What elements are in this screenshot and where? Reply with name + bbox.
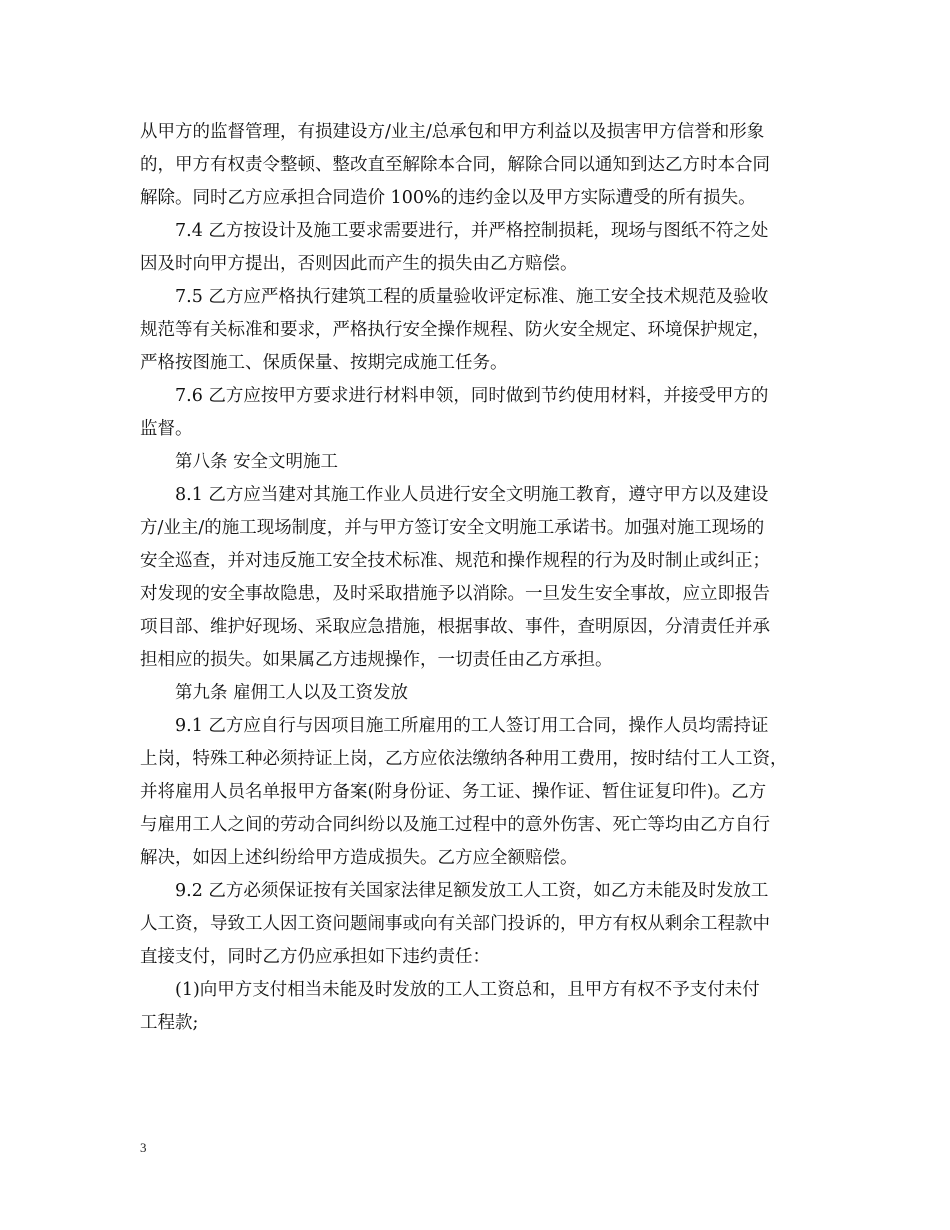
paragraph-9-2-1: (1)向甲方支付相当未能及时发放的工人工资总和，且甲方有权不予支付未付 工程款;	[140, 980, 760, 1033]
section-heading-9: 第九条 雇佣工人以及工资发放	[175, 683, 409, 703]
paragraph-9-2: 9.2 乙方必须保证按有关国家法律足额发放工人工资，如乙方未能及时发放工 人工资，导致工人因工资问题闹事或向有关部门投诉的，甲方有权从剩余工程款中 直接支付，同时乙方仍应承担如下违约责任：	[140, 881, 770, 967]
paragraph-8-1: 8.1 乙方应当建对其施工作业人员进行安全文明施工教育，遵守甲方以及建设 方/业主/的施工现场制度，并与甲方签订安全文明施工承诺书。加强对施工现场的 安全巡查，并对违反施工安全技术标准、规范和操作规程的行为及时制止或纠正； 对发现的安全事故隐患，及时采取措施予以消除。一旦发生安全事故，应立即报告 项目部、维护好现场、采取应急措施，根据事故、事件，查明原因，分清责任并承 担相应的损失。如果属乙方违规操作，一切责任由乙方承担。	[140, 485, 770, 670]
document-page	[140, 116, 812, 1040]
paragraph-9-1: 9.1 乙方应自行与因项目施工所雇用的工人签订用工合同，操作人员均需持证 上岗，特殊工种必须持证上岗，乙方应依法缴纳各种用工费用，按时结付工人工资， 并将雇用人员名单报甲方备案(附身份证、务工证、操作证、暂住证复印件)。乙方 与雇用工人之间的劳动合同纠纷以及施工过程中的意外伤害、死亡等均由乙方自行 解决，如因上述纠纷给甲方造成损失。乙方应全额赔偿。	[140, 716, 788, 868]
section-heading-8: 第八条 安全文明施工	[175, 452, 339, 472]
paragraph-7-5: 7.5 乙方应严格执行建筑工程的质量验收评定标准、施工安全技术规范及验收 规范等有关标准和要求，严格执行安全操作规程、防火安全规定、环境保护规定， 严格按图施工、保质保量、按期完成施工任务。	[140, 287, 770, 373]
paragraph-7-6: 7.6 乙方应按甲方要求进行材料申领，同时做到节约使用材料，并接受甲方的 监督。	[140, 386, 769, 439]
paragraph-7-4: 7.4 乙方按设计及施工要求需要进行，并严格控制损耗，现场与图纸不符之处 因及时向甲方提出，否则因此而产生的损失由乙方赔偿。	[140, 221, 769, 274]
page-number: 3	[140, 1140, 147, 1155]
paragraph-0: 从甲方的监督管理，有损建设方/业主/总承包和甲方利益以及损害甲方信誉和形象 的，甲方有权责令整顿、整改直至解除本合同，解除合同以通知到达乙方时本合同 解除。同时乙方应承担合同造价 100%的违约金以及甲方实际遭受的所有损失。	[140, 122, 770, 208]
